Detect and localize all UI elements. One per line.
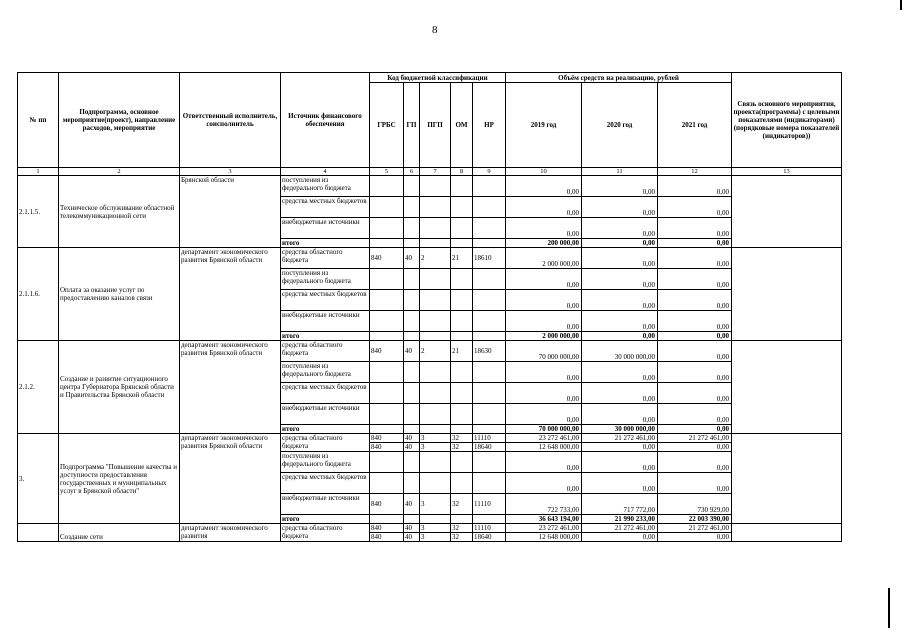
executor: департамент экономического развития Брянской области (180, 341, 281, 434)
source-local: средства местных бюджетов (281, 197, 370, 218)
amount-2021: 0,00 (658, 473, 732, 494)
source-local: средства местных бюджетов (281, 383, 370, 404)
source-extra: внебюджетные источники (281, 311, 370, 332)
header-pgp: ПГП (420, 83, 451, 168)
code-pgp: 3 (420, 533, 451, 542)
code-grbs: 840 (370, 533, 404, 542)
amount-2021: 0,00 (658, 404, 732, 425)
code-nr: 18640 (473, 533, 506, 542)
code-gp: 40 (404, 341, 420, 362)
header-subprogram: Подпрограмма, основное мероприятие(проект), направление расходов, мероприятие (59, 73, 180, 168)
col-number: 10 (506, 168, 582, 176)
amount-2019: 23 272 461,00 (506, 434, 582, 443)
col-number: 2 (59, 168, 180, 176)
amount-2021: 0,00 (658, 452, 732, 473)
col-number: 9 (473, 168, 506, 176)
code-nr: 11110 (473, 524, 506, 533)
source-federal: поступления из федерального бюджета (281, 362, 370, 383)
amount-2019: 0,00 (506, 452, 582, 473)
row-number: 2.1.1.6. (18, 248, 59, 341)
amount-2020: 717 772,00 (582, 494, 658, 515)
executor: департамент экономического развития Брянской области (180, 434, 281, 524)
amount-2021: 0,00 (658, 197, 732, 218)
amount-2019: 0,00 (506, 383, 582, 404)
page-number: 8 (432, 24, 438, 36)
code-nr: 18630 (473, 341, 506, 362)
code-grbs: 840 (370, 524, 404, 533)
amount-2021: 0,00 (658, 218, 732, 239)
amount-2019: 0,00 (506, 290, 582, 311)
amount-2019: 0,00 (506, 176, 582, 197)
header-nr: НР (473, 83, 506, 168)
code-grbs: 840 (370, 443, 404, 452)
header-2020: 2020 год (582, 83, 658, 168)
amount-2020: 0,00 (582, 533, 658, 542)
amount-2021: 0,00 (658, 341, 732, 362)
header-volume: Объём средств на реализацию, рублей (506, 73, 732, 83)
amount-2020: 0,00 (582, 176, 658, 197)
amount-2021: 0,00 (658, 176, 732, 197)
total-2020: 0,00 (582, 332, 658, 341)
header-source: Источник финансового обеспечения (281, 73, 370, 168)
amount-2020: 30 000 000,00 (582, 341, 658, 362)
code-nr: 11110 (473, 434, 506, 443)
code-om: 32 (451, 494, 473, 515)
code-pgp: 3 (420, 524, 451, 533)
amount-2019: 70 000 000,00 (506, 341, 582, 362)
amount-2019: 0,00 (506, 197, 582, 218)
amount-2019: 23 272 461,00 (506, 524, 582, 533)
scan-edge-mark-top (900, 0, 902, 10)
source-extra: внебюджетные источники (281, 494, 370, 515)
col-number: 13 (732, 168, 842, 176)
code-gp: 40 (404, 434, 420, 443)
total-2020: 0,00 (582, 239, 658, 248)
amount-2019: 0,00 (506, 473, 582, 494)
header-grbs: ГРБС (370, 83, 404, 168)
amount-2020: 0,00 (582, 248, 658, 269)
measure-name: Оплата за оказание услуг по предоставлению каналов связи (59, 248, 180, 341)
code-pgp: 3 (420, 494, 451, 515)
total-2020: 21 990 233,00 (582, 515, 658, 524)
amount-2020: 21 272 461,00 (582, 524, 658, 533)
amount-2019: 12 648 000,00 (506, 443, 582, 452)
source-federal: поступления из федерального бюджета (281, 269, 370, 290)
code-om: 21 (451, 248, 473, 269)
code-gp: 40 (404, 248, 420, 269)
total-2019: 2 000 000,00 (506, 332, 582, 341)
row-number: 3. (18, 434, 59, 524)
source-local: средства местных бюджетов (281, 290, 370, 311)
source-total: итого (281, 515, 370, 524)
source-federal: поступления из федерального бюджета (281, 452, 370, 473)
amount-2020: 0,00 (582, 290, 658, 311)
code-om: 32 (451, 443, 473, 452)
code-gp: 40 (404, 533, 420, 542)
executor: департамент экономического развития (180, 524, 281, 542)
amount-2021: 21 272 461,00 (658, 524, 732, 533)
amount-2021: 21 272 461,00 (658, 434, 732, 443)
measure-name: Создание и развитие ситуационного центра Губернатора Брянской области и Правительства Брянской области (59, 341, 180, 434)
code-gp: 40 (404, 524, 420, 533)
source-extra: внебюджетные источники (281, 218, 370, 239)
source-local: средства местных бюджетов (281, 473, 370, 494)
code-pgp: 2 (420, 248, 451, 269)
amount-2021: 0,00 (658, 383, 732, 404)
code-grbs: 840 (370, 248, 404, 269)
amount-2019: 0,00 (506, 218, 582, 239)
total-2021: 0,00 (658, 425, 732, 434)
header-budget-code: Код бюджетной классификации (370, 73, 506, 83)
amount-2020: 0,00 (582, 197, 658, 218)
amount-2021: 0,00 (658, 362, 732, 383)
source-regional: средства областного бюджета (281, 248, 370, 269)
total-2020: 30 000 000,00 (582, 425, 658, 434)
amount-2019: 0,00 (506, 362, 582, 383)
col-number: 8 (451, 168, 473, 176)
col-number: 4 (281, 168, 370, 176)
amount-2019: 12 648 000,00 (506, 533, 582, 542)
code-grbs: 840 (370, 494, 404, 515)
amount-2021: 730 929,00 (658, 494, 732, 515)
amount-2020: 0,00 (582, 404, 658, 425)
amount-2020: 0,00 (582, 269, 658, 290)
source-total: итого (281, 332, 370, 341)
code-gp: 40 (404, 494, 420, 515)
code-nr: 11110 (473, 494, 506, 515)
measure-name: Подпрограмма "Повышение качества и доступности предоставления государственных и муниципальных услуг в Брянской области" (59, 434, 180, 524)
source-regional: средства областного бюджета (281, 341, 370, 362)
code-pgp: 2 (420, 341, 451, 362)
amount-2019: 0,00 (506, 311, 582, 332)
code-nr: 18610 (473, 248, 506, 269)
executor: департамент экономического развития Брянской области (180, 248, 281, 341)
source-total: итого (281, 239, 370, 248)
col-number: 3 (180, 168, 281, 176)
total-2021: 0,00 (658, 239, 732, 248)
amount-2020: 0,00 (582, 452, 658, 473)
total-2021: 22 003 390,00 (658, 515, 732, 524)
source-federal: поступления из федерального бюджета (281, 176, 370, 197)
amount-2020: 0,00 (582, 443, 658, 452)
col-number: 12 (658, 168, 732, 176)
header-executor: Ответственный исполнитель, соисполнитель (180, 73, 281, 168)
source-extra: внебюджетные источники (281, 404, 370, 425)
source-regional: средства областного бюджета (281, 434, 370, 452)
amount-2021: 0,00 (658, 311, 732, 332)
code-pgp: 3 (420, 443, 451, 452)
amount-2021: 0,00 (658, 533, 732, 542)
header-no: № пп (18, 73, 59, 168)
row-number: 2.1.2. (18, 341, 59, 434)
col-number: 11 (582, 168, 658, 176)
source-regional: средства областного бюджета (281, 524, 370, 542)
amount-2019: 0,00 (506, 404, 582, 425)
amount-2020: 0,00 (582, 311, 658, 332)
measure-name: Создание сети (59, 524, 180, 542)
code-gp: 40 (404, 443, 420, 452)
amount-2020: 21 272 461,00 (582, 434, 658, 443)
amount-2019: 0,00 (506, 269, 582, 290)
amount-2021: 0,00 (658, 248, 732, 269)
amount-2021: 0,00 (658, 290, 732, 311)
col-number: 1 (18, 168, 59, 176)
col-number: 5 (370, 168, 404, 176)
amount-2020: 0,00 (582, 362, 658, 383)
total-2021: 0,00 (658, 332, 732, 341)
col-number: 7 (420, 168, 451, 176)
total-2019: 70 000 000,00 (506, 425, 582, 434)
amount-2021: 0,00 (658, 443, 732, 452)
budget-table (17, 72, 842, 542)
header-2019: 2019 год (506, 83, 582, 168)
total-2019: 36 643 194,00 (506, 515, 582, 524)
amount-2020: 0,00 (582, 218, 658, 239)
row-number: 2.1.1.5. (18, 176, 59, 248)
header-gp: ГП (404, 83, 420, 168)
source-total: итого (281, 425, 370, 434)
col-number: 6 (404, 168, 420, 176)
code-grbs: 840 (370, 341, 404, 362)
amount-2021: 0,00 (658, 269, 732, 290)
amount-2019: 722 733,00 (506, 494, 582, 515)
amount-2020: 0,00 (582, 383, 658, 404)
code-om: 21 (451, 341, 473, 362)
code-om: 32 (451, 533, 473, 542)
header-link: Связь основного мероприятия, проекта(программы) с целевыми показателями (индикаторами) (порядковые номера показателей (индикаторов)) (732, 73, 842, 168)
code-grbs: 840 (370, 434, 404, 443)
executor: Брянской области (180, 176, 281, 248)
total-2019: 200 000,00 (506, 239, 582, 248)
amount-2020: 0,00 (582, 473, 658, 494)
code-pgp: 3 (420, 434, 451, 443)
code-om: 32 (451, 434, 473, 443)
measure-name: Техническое обслуживание областной телекоммуникационной сети (59, 176, 180, 248)
header-2021: 2021 год (658, 83, 732, 168)
scan-edge-mark-bottom (888, 588, 890, 628)
code-nr: 18640 (473, 443, 506, 452)
code-om: 32 (451, 524, 473, 533)
header-om: ОМ (451, 83, 473, 168)
amount-2019: 2 000 000,00 (506, 248, 582, 269)
